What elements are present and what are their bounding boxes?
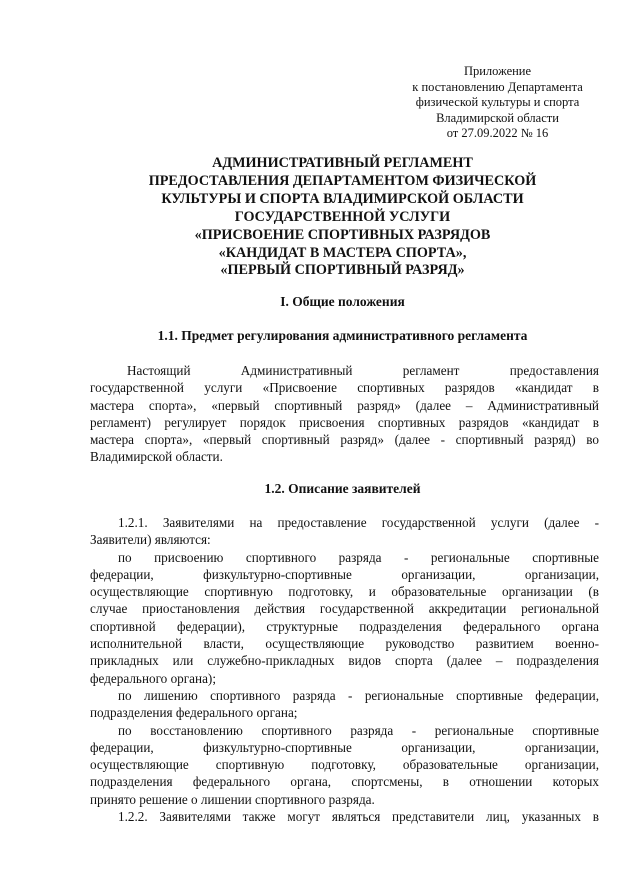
text-line: по присвоению спортивного разряда - региональные спортивные [118,549,599,565]
text-line: подразделения федерального органа; [90,705,298,721]
text-line: Владимирской области. [90,449,223,465]
text-line: подразделения федерального органа, спортсмены, в отношении которых [90,774,599,790]
appendix-block [395,64,600,142]
appendix-line: Владимирской области [436,110,559,125]
paragraph-applicants [90,514,599,825]
appendix-line: Приложение [463,64,532,78]
text-line: федерации, физкультурно-спортивные организации, организации, [90,566,599,582]
text-line: Настоящий Административный регламент предоставления [127,363,599,378]
text-line: Заявители) являются: [90,532,211,548]
title-line: КУЛЬТУРЫ И СПОРТА ВЛАДИМИРСКОЙ ОБЛАСТИ [161,190,524,207]
text-line: прикладных или служебно-прикладных видов спорта (далее – подразделения [90,653,599,669]
appendix-line: к постановлению Департамента [412,79,583,94]
text-line: мастера спорта», «первый спортивный разряд» (далее - спортивный разряд) во [90,432,599,448]
title-line: «ПЕРВЫЙ СПОРТИВНЫЙ РАЗРЯД» [220,262,465,279]
paragraph-subject [90,362,599,466]
section-heading-general: I. Общие положения [280,294,405,309]
title-line: ГОСУДАРСТВЕННОЙ УСЛУГИ [234,208,451,225]
text-line: по восстановлению спортивного разряда - региональные спортивные [118,722,599,738]
document-title [90,155,595,280]
text-line: федерального органа); [90,670,216,686]
text-line: спортивной федерации), структурные подразделения федерального органа [90,618,599,634]
text-line: исполнительной власти, осуществляющие руководство развитием военно- [90,636,599,652]
text-line: осуществляющие спортивную подготовку, и образовательные организации (в [90,584,599,600]
text-line: 1.2.1. Заявителями на предоставление государственной услуги (далее - [118,515,599,530]
title-line: АДМИНИСТРАТИВНЫЙ РЕГЛАМЕНТ [212,155,473,171]
appendix-line: физической культуры и спорта [415,95,580,109]
text-line: регламент) регулирует порядок присвоения спортивных разрядов «кандидат в [90,414,599,430]
text-line: осуществляющие спортивную подготовку, образовательные организации, [90,757,599,773]
text-line: мастера спорта», «первый спортивный разряд» (далее – Административный [90,397,599,413]
subsection-heading-subject: 1.1. Предмет регулирования административного регламента [157,328,528,343]
text-line: по лишению спортивного разряда - региональные спортивные федерации, [118,687,599,703]
text-line: принято решение о лишении спортивного разряда. [90,791,375,807]
text-line: 1.2.2. Заявителями также могут являться представители лиц, указанных в [118,809,599,825]
subsection-heading-applicants: 1.2. Описание заявителей [264,481,421,496]
title-line: «ПРИСВОЕНИЕ СПОРТИВНЫХ РАЗРЯДОВ [194,226,491,243]
title-line: «КАНДИДАТ В МАСТЕРА СПОРТА», [218,244,467,261]
text-line: случае приостановления действия государственной аккредитации региональной [90,601,599,617]
text-line: государственной услуги «Присвоение спортивных разрядов «кандидат в [90,380,599,396]
text-line: федерации, физкультурно-спортивные организации, организации, [90,739,599,755]
title-line: ПРЕДОСТАВЛЕНИЯ ДЕПАРТАМЕНТОМ ФИЗИЧЕСКОЙ [148,172,537,189]
appendix-line: от 27.09.2022 № 16 [446,126,549,140]
